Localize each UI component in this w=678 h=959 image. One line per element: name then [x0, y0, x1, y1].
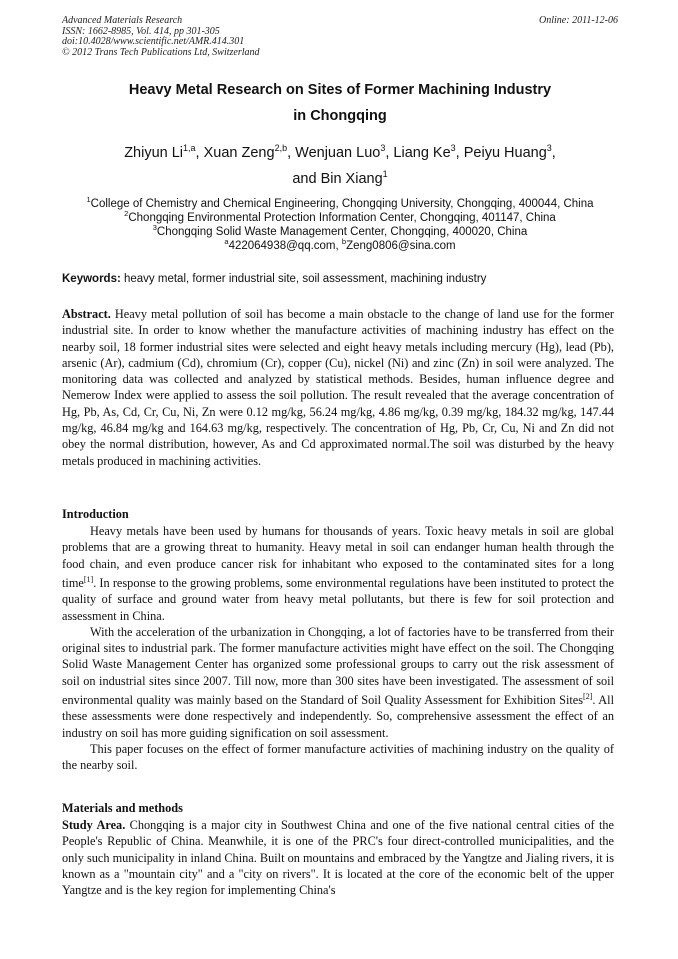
- study-area-label: Study Area.: [62, 818, 126, 832]
- author-affil-mark: 1,a: [183, 143, 196, 153]
- email-mark: b: [341, 237, 347, 246]
- online-date: Online: 2011-12-06: [539, 15, 618, 26]
- keywords-label: Keywords:: [62, 273, 121, 285]
- keywords-text: heavy metal, former industrial site, soil assessment, machining industry: [124, 273, 487, 285]
- journal-name: Advanced Materials Research: [62, 15, 183, 26]
- issn-line: ISSN: 1662-8985, Vol. 414, pp 301-305: [62, 25, 220, 37]
- affil-text: Chongqing Solid Waste Management Center, Chongqing, 400020, China: [156, 225, 528, 238]
- author-name: Liang Ke: [393, 144, 451, 161]
- keywords: [62, 272, 618, 286]
- author-affil-mark: 3: [546, 143, 552, 153]
- author-affil-mark: 1: [382, 169, 388, 179]
- author-name: Bin Xiang: [320, 170, 383, 187]
- abstract-label: Abstract.: [62, 307, 111, 321]
- author-name: Peiyu Huang: [463, 144, 547, 161]
- author-name: Wenjuan Luo: [295, 144, 381, 161]
- affil-text: College of Chemistry and Chemical Engineering, Chongqing University, Chongqing, 400044, China: [90, 197, 594, 210]
- intro-p1-text-cont: . In response to the growing problems, some environmental regulations have been instituted to protect the quality of surface and ground water from heavy metal pollutants, but there is few for soil protection and assessment in China.: [62, 575, 614, 623]
- author-affil-mark: 3: [450, 143, 456, 153]
- intro-paragraph-3: This paper focuses on the effect of former manufacture activities of machining industry on the quality of the nearby soil.: [62, 742, 614, 773]
- introduction-body: [62, 523, 614, 774]
- intro-paragraph-2: [62, 624, 614, 741]
- paper-title-line-2: in Chongqing: [293, 108, 387, 124]
- intro-paragraph-1: [62, 523, 614, 624]
- author-affil-mark: 3: [380, 143, 386, 153]
- author-list: Zhiyun Li$^{1,a}$, Xuan Zeng$^{2,b}$, Wenjuan Luo$^3$, Liang Ke$^3$, Peiyu Huang$^3$,: [124, 143, 556, 161]
- affil-mark: 2: [124, 209, 129, 218]
- email-a[interactable]: 422064938@qq.com,: [228, 239, 339, 252]
- intro-p2-text-cont: . All these assessments were done respectively and independently. So, comprehensive assessment the effect of an industry on soil has more guiding signification on soil assessment.: [62, 693, 614, 740]
- abstract-text: Heavy metal pollution of soil has become a main obstacle to the change of land use for the former industrial site. In order to know whether the manufacture activities of machining industry has effect on the nearby soil, 18 former industrial sites were selected and eight heavy metals including mercury (Hg), lead (Pb), arsenic (Ar), cadmium (Cd), chromium (Cr), copper (Cu), nickel (Ni) and zinc (Zn) in soil were analyzed. The monitoring data was collected and analyzed by statistical methods. Besides, human influence degree and Nemerow Index were applied to assess the soil pollution. The result revealed that the average concentration of Hg, Pb, As, Cd, Cr, Cu, Ni, Zn were 0.12 mg/kg, 56.24 mg/kg, 4.86 mg/kg, 0.39 mg/kg, 184.32 mg/kg, 147.44 mg/kg, 46.84 mg/kg and 164.63 mg/kg, respectively. The concentration of Hg, Pb, Cr, Cu, Ni and Zn did not obey the normal distribution, however, As and Cd approximated normal.The soil was disturbed by the heavy metals produced in machining activities.: [62, 307, 615, 468]
- email-mark: a: [224, 237, 229, 246]
- abstract: [62, 306, 614, 469]
- email-b[interactable]: Zeng0806@sina.com: [346, 239, 456, 252]
- copyright-line: © 2012 Trans Tech Publications Ltd, Switzerland: [62, 46, 260, 58]
- email-line: [62, 235, 618, 253]
- intro-p1-text: Heavy metals have been used by humans for thousands of years. Toxic heavy metals in soil are global problems that are a growing threat to humanity. Heavy metal in soil can endanger human health through the food chain, and even produce cancer risk for inhabitant who exposed to the contaminated sites for a long time: [62, 524, 614, 590]
- intro-p2-text: With the acceleration of the urbanization in Chongqing, a lot of factories have to be transferred from their original sites to industrial park. The former manufacture activities might have effect on the soil. The Chongqing Solid Waste Management Center has organized some professional groups to carry out the risk assessment of soil on industrial sites since 2007. Till now, more than 300 sites have been investigated. The assessment of soil environmental quality was mainly based on the Standard of Soil Quality Assessment for Exhibition Sites: [62, 624, 614, 708]
- journal-header: [62, 16, 618, 58]
- author-name: Zhiyun Li: [124, 144, 184, 161]
- paper-title-line-1: Heavy Metal Research on Sites of Former Machining Industry: [128, 82, 552, 98]
- affil-text: Chongqing Environmental Protection Information Center, Chongqing, 401147, China: [128, 211, 556, 224]
- and-word: and: [292, 170, 317, 187]
- affil-mark: 3: [152, 223, 157, 232]
- introduction-heading: Introduction: [62, 507, 129, 521]
- doi-line: doi:10.4028/www.scientific.net/AMR.414.301: [62, 36, 245, 47]
- citation-2: [2]: [583, 692, 593, 702]
- citation-1: [1]: [83, 574, 94, 584]
- author-name: Xuan Zeng: [203, 144, 275, 161]
- study-area-text: Chongqing is a major city in Southwest China and one of the five national central cities of the People's Republic of China. Meanwhile, it is one of the PRC's four direct-controlled municipalities, and the only such municipality in inland China. Built on mountains and embraced by the Yangtze and Jialing rivers, it is known as a "mountain city" and a "city on rivers". It is located at the core of the economic belt of the upper Yangtze and is the key region for implementing China's: [62, 818, 614, 898]
- author-affil-mark: 2,b: [274, 143, 288, 153]
- methods-heading: Materials and methods: [62, 801, 183, 815]
- author-list-line-2: [62, 166, 618, 187]
- affil-mark: 1: [86, 195, 91, 204]
- methods-body: [62, 817, 614, 898]
